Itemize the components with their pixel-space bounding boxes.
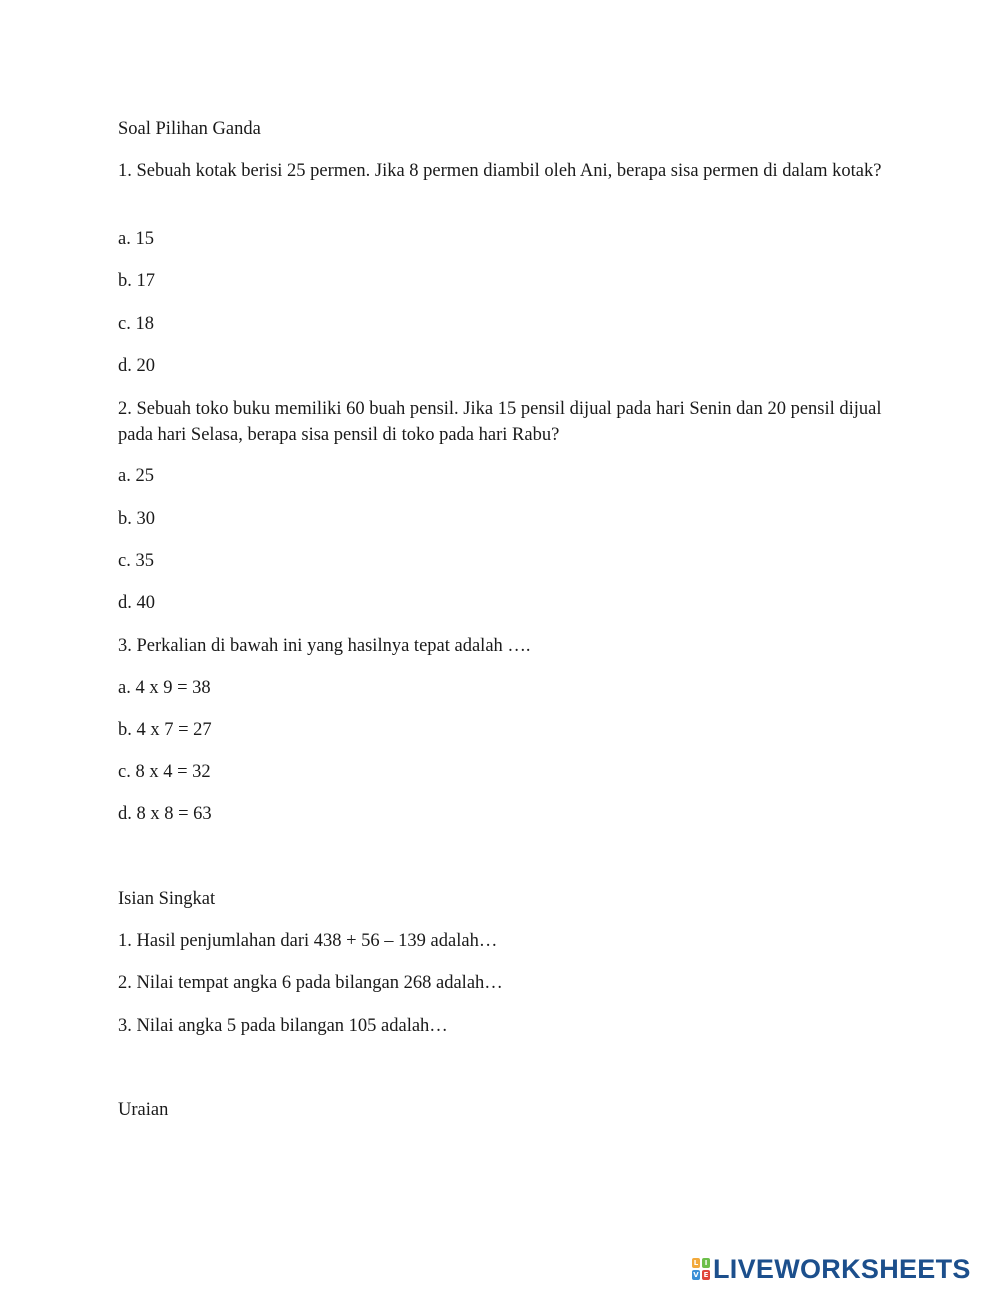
mc-question-3: 3. Perkalian di bawah ini yang hasilnya tepat adalah ….: [118, 636, 531, 656]
essay-section-title: Uraian: [118, 1100, 169, 1120]
short-question-2: 2. Nilai tempat angka 6 pada bilangan 268 adalah…: [118, 973, 503, 993]
mc-q1-option-d: d. 20: [118, 356, 155, 376]
mc-q3-option-b: b. 4 x 7 = 27: [118, 720, 212, 740]
logo-text: LIVEWORKSHEETS: [713, 1253, 971, 1284]
mc-q3-option-c: c. 8 x 4 = 32: [118, 762, 211, 782]
short-question-3: 3. Nilai angka 5 pada bilangan 105 adalah…: [118, 1016, 448, 1036]
mc-q1-option-c: c. 18: [118, 314, 154, 334]
short-section-title: Isian Singkat: [118, 889, 216, 909]
short-question-1: 1. Hasil penjumlahan dari 438 + 56 – 139 adalah…: [118, 931, 498, 951]
logo-tile-l: L: [693, 1259, 699, 1267]
logo-tile-v: V: [693, 1271, 699, 1279]
mc-q2-option-b: b. 30: [118, 509, 155, 529]
mc-section-title: Soal Pilihan Ganda: [118, 119, 261, 139]
mc-question-1: 1. Sebuah kotak berisi 25 permen. Jika 8 permen diambil oleh Ani, berapa sisa permen di dalam kotak?: [118, 161, 882, 181]
mc-question-2: 2. Sebuah toko buku memiliki 60 buah pensil. Jika 15 pensil dijual pada hari Senin dan 20 pensil dijual pada hari Selasa, berapa sisa pensil di toko pada hari Rabu?: [118, 399, 882, 445]
mc-q1-option-a: a. 15: [118, 229, 154, 249]
mc-q2-option-c: c. 35: [118, 551, 154, 571]
mc-q1-option-b: b. 17: [118, 271, 155, 291]
liveworksheets-logo: [692, 1255, 971, 1283]
mc-q3-option-d: d. 8 x 8 = 63: [118, 804, 212, 824]
logo-icon: [692, 1258, 710, 1280]
logo-tile-e: E: [703, 1271, 709, 1279]
mc-q2-option-d: d. 40: [118, 593, 155, 613]
mc-q2-option-a: a. 25: [118, 466, 154, 486]
mc-q3-option-a: a. 4 x 9 = 38: [118, 678, 211, 698]
logo-tile-i: I: [702, 1258, 710, 1268]
